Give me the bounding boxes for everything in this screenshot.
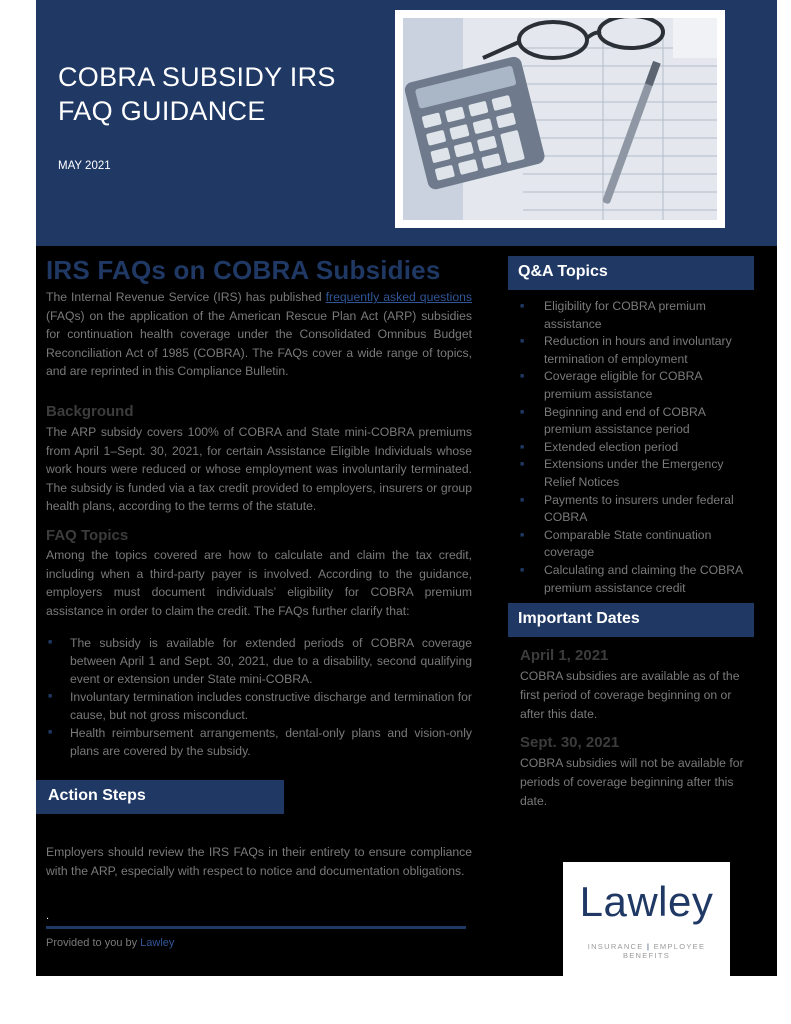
header-banner [36, 0, 777, 246]
logo-tagline [563, 942, 730, 960]
logo-wordmark: Lawley [579, 878, 714, 925]
footer-dot: . [46, 910, 50, 922]
list-item: ■ Extensions under the Emergency Relief Notices [516, 456, 752, 491]
faq-link[interactable]: frequently asked questions [325, 290, 472, 304]
calculator-glasses-pen-photo [403, 18, 717, 220]
provided-by-line [46, 937, 174, 949]
main-heading: IRS FAQs on COBRA Subsidies [46, 255, 441, 285]
document-title [58, 60, 388, 128]
list-item: ■ Beginning and end of COBRA premium assistance period [516, 404, 752, 439]
faq-topics-paragraph: Among the topics covered are how to calculate and claim the tax credit, including when a third-party payer is involved. According to the guidance, employers must document individuals’ eligibility for COBRA premium assistance in order to claim the credit. The FAQs further clarify that: [46, 548, 472, 618]
qa-topics-list [516, 298, 752, 597]
date-heading-september: Sept. 30, 2021 [520, 734, 620, 751]
provided-prefix: Provided to you by [46, 937, 141, 949]
date-text-september: COBRA subsidies will not be available for periods of coverage beginning after this date. [520, 756, 744, 808]
logo-tagline-separator: | [646, 942, 651, 951]
list-item: ■ The subsidy is available for extended periods of COBRA coverage between April 1 and Sept. 30, 2021, due to a disability, second qualifying event or extension under State mini-COBRA. [46, 634, 472, 688]
list-item: ■ Involuntary termination includes constructive discharge and termination for cause, but not gross misconduct. [46, 688, 472, 724]
intro-text-end: (FAQs) on the application of the American Rescue Plan Act (ARP) subsidies for continuation health coverage under the Consolidated Omnibus Budget Reconciliation Act of 1985 (COBRA). The FAQs cover a wide range of topics, and are reprinted in this Compliance Bulletin. [46, 308, 472, 378]
qa-topics-banner [508, 256, 754, 290]
important-dates-heading: Important Dates [518, 610, 640, 627]
list-item: ■ Health reimbursement arrangements, dental-only plans and vision-only plans are covered by the subsidy. [46, 724, 472, 760]
bulletin-page [36, 0, 777, 976]
list-item: ■ Eligibility for COBRA premium assistance [516, 298, 752, 333]
background-paragraph: The ARP subsidy covers 100% of COBRA and State mini-COBRA premiums from April 1–Sept. 30, 2021, for certain Assistance Eligible Individuals whose work hours were reduced or whose employment was involuntarily terminated. The subsidy is funded via a tax credit provided to employers, insurers or group health plans, according to the terms of the statute. [46, 425, 472, 513]
list-item: ■ Calculating and claiming the COBRA premium assistance credit [516, 562, 752, 597]
logo-tagline-left: INSURANCE [587, 942, 644, 951]
important-dates-banner [508, 603, 754, 637]
list-item: ■ Coverage eligible for COBRA premium assistance [516, 368, 752, 403]
background-heading: Background [46, 403, 134, 420]
list-item: ■ Comparable State continuation coverage [516, 527, 752, 562]
action-steps-heading: Action Steps [48, 787, 146, 804]
date-text-april: COBRA subsidies are available as of the first period of coverage beginning on or after this date. [520, 669, 740, 721]
list-item: ■ Reduction in hours and involuntary termination of employment [516, 333, 752, 368]
qa-topics-heading: Q&A Topics [518, 263, 608, 280]
intro-text-start: The Internal Revenue Service (IRS) has published [46, 290, 326, 304]
faq-topics-heading: FAQ Topics [46, 527, 129, 544]
footer-divider [46, 926, 466, 929]
intro-paragraph [46, 288, 472, 381]
faq-clarifications-list [46, 634, 472, 760]
action-steps-banner [36, 780, 284, 814]
provided-brand: Lawley [140, 937, 175, 949]
lawley-logo [563, 862, 730, 976]
list-item: ■ Payments to insurers under federal COBRA [516, 492, 752, 527]
logo-tagline-right: EMPLOYEE BENEFITS [622, 942, 706, 960]
date-heading-april: April 1, 2021 [520, 647, 609, 664]
title-line-2: FAQ GUIDANCE [58, 96, 266, 126]
action-steps-paragraph: Employers should review the IRS FAQs in their entirety to ensure compliance with the ARP, especially with respect to notice and documentation obligations. [46, 845, 472, 878]
list-item: ■ Extended election period [516, 439, 752, 457]
title-line-1: COBRA SUBSIDY IRS [58, 62, 336, 92]
publication-date: MAY 2021 [58, 160, 111, 172]
